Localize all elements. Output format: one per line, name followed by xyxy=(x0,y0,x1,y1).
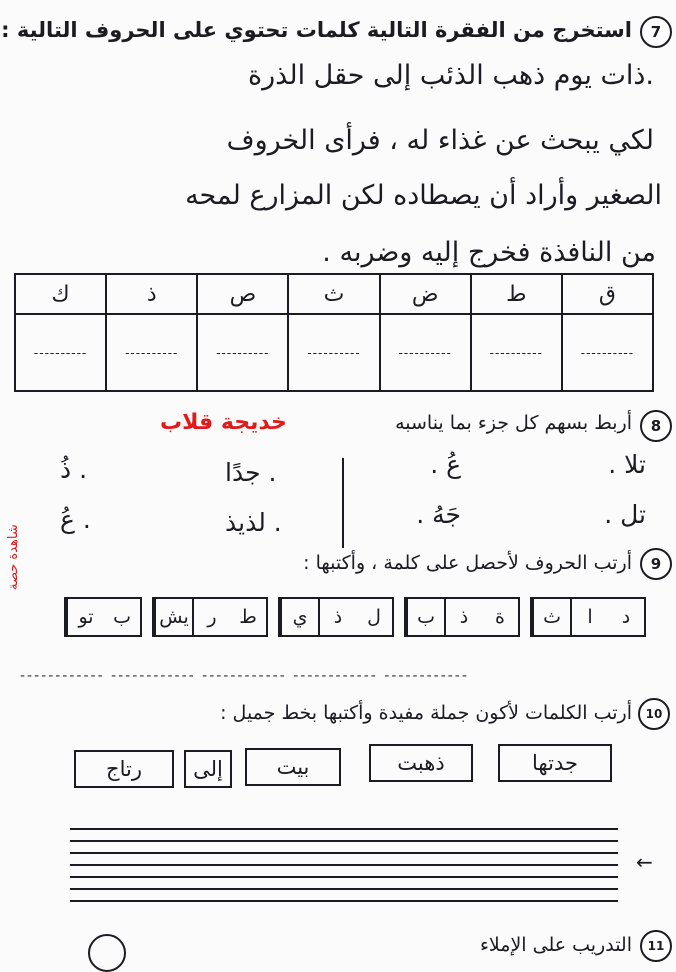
paragraph-line-4: من النافذة فخرج إليه وضربه . xyxy=(322,237,656,268)
word-box[interactable]: ذهبت xyxy=(369,744,473,782)
letter-group[interactable] xyxy=(404,597,520,637)
word-box[interactable]: رتاج xyxy=(74,750,174,788)
match-right-item[interactable]: عُ . xyxy=(430,450,461,479)
answer-cell[interactable]: ---------- xyxy=(380,314,471,391)
word-box[interactable]: بيت xyxy=(245,748,341,786)
letter-cell: ض xyxy=(380,274,471,314)
answer-cell[interactable]: ---------- xyxy=(471,314,562,391)
letter-cell: ث xyxy=(288,274,379,314)
letter-box: ث xyxy=(532,599,570,635)
match-divider xyxy=(342,458,344,548)
question-10-number: 10 xyxy=(638,698,670,730)
paragraph-line-1: .ذات يوم ذهب الذئب إلى حقل الذرة xyxy=(247,60,654,91)
side-note: شاهدة حصة xyxy=(6,524,21,590)
match-left-item[interactable]: . لذيذ xyxy=(225,508,282,537)
letter-box: ب xyxy=(406,599,444,635)
question-9-instruction: أرتب الحروف لأحصل على كلمة ، وأكتبها : xyxy=(303,552,632,574)
letter-box: ط xyxy=(239,606,257,628)
letter-cell: ك xyxy=(15,274,106,314)
match-right-item[interactable]: جَهُ . xyxy=(416,500,461,529)
handwriting-lines[interactable] xyxy=(70,828,618,912)
question-9-number: 9 xyxy=(640,548,672,580)
letters-table xyxy=(14,273,654,392)
letter-box: د xyxy=(621,606,631,628)
letter-cell: ق xyxy=(562,274,653,314)
letter-cell: ص xyxy=(197,274,288,314)
letter-box: تو xyxy=(66,599,104,635)
letter-box: ل xyxy=(367,606,381,628)
paragraph-line-3: الصغير وأراد أن يصطاده لكن المزارع لمحه xyxy=(185,180,662,211)
author-name: خديجة قلاب xyxy=(160,410,287,435)
question-10-instruction: أرتب الكلمات لأكون جملة مفيدة وأكتبها بخط جميل : xyxy=(220,702,632,724)
letter-box: ذ xyxy=(444,599,482,635)
letter-groups-row xyxy=(54,597,646,637)
letter-box: يش xyxy=(154,599,192,635)
letter-group[interactable] xyxy=(152,597,268,637)
answer-cell[interactable]: ---------- xyxy=(288,314,379,391)
letter-box: ي xyxy=(280,599,318,635)
question-11-number: 11 xyxy=(640,930,672,962)
letter-box: ة xyxy=(495,606,505,628)
answer-cell[interactable]: ---------- xyxy=(106,314,197,391)
match-right-item[interactable]: تل . xyxy=(604,500,646,529)
match-left-item[interactable]: . جدًا xyxy=(225,458,277,487)
question-7-instruction: استخرج من الفقرة التالية كلمات تحتوي على الحروف التالية : xyxy=(1,18,632,42)
answer-cell[interactable]: ---------- xyxy=(197,314,288,391)
question-8-instruction: أربط بسهم كل جزء بما يناسبه xyxy=(395,412,632,434)
letter-cell: ط xyxy=(471,274,562,314)
question-7-number: 7 xyxy=(640,16,672,48)
answer-cell[interactable]: ---------- xyxy=(15,314,106,391)
match-left-item[interactable]: . عُ xyxy=(60,505,91,534)
smiley-icon xyxy=(88,934,126,972)
match-left-item[interactable]: . ذُ xyxy=(60,455,88,484)
letter-group[interactable] xyxy=(530,597,646,637)
letter-cell: ذ xyxy=(106,274,197,314)
question-8-number: 8 xyxy=(640,410,672,442)
question-11-instruction: التدريب على الإملاء xyxy=(480,934,632,956)
word-box[interactable]: جدتها xyxy=(498,744,612,782)
match-right-item[interactable]: تلا . xyxy=(608,450,646,479)
letter-box: ا xyxy=(570,599,608,635)
answer-cell[interactable]: ---------- xyxy=(562,314,653,391)
answer-dashes[interactable]: ------------ ------------ ------------ ------------ ------------ xyxy=(20,668,469,684)
letter-box: ر xyxy=(192,599,230,635)
letter-group[interactable] xyxy=(278,597,394,637)
letter-box: ذ xyxy=(318,599,356,635)
arrow-icon: ← xyxy=(636,850,653,874)
paragraph-line-2: لكي يبحث عن غذاء له ، فرأى الخروف xyxy=(226,125,654,156)
letter-group[interactable] xyxy=(64,597,142,637)
word-box[interactable]: إلى xyxy=(184,750,232,788)
letter-box: ب xyxy=(113,606,131,628)
